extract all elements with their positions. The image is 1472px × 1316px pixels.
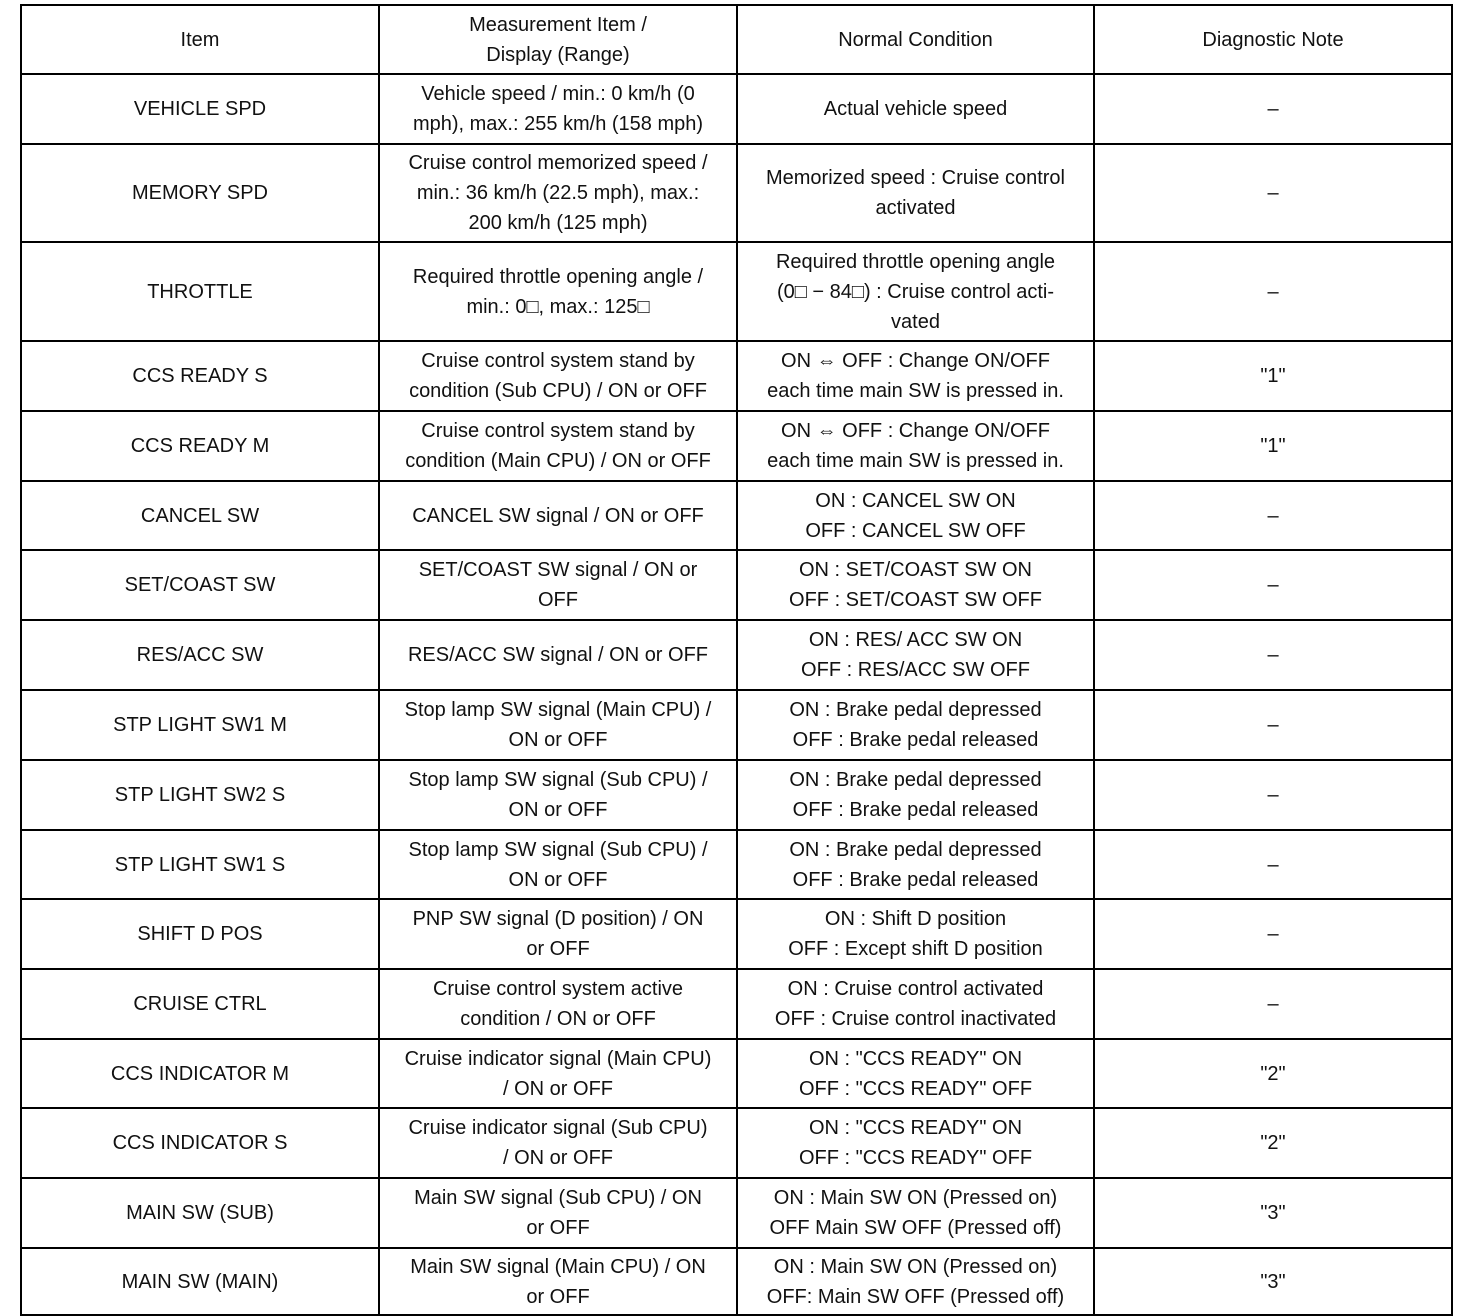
normal-condition-cell: ON : RES/ ACC SW ON OFF : RES/ACC SW OFF [737,620,1094,690]
measurement-cell: Cruise indicator signal (Sub CPU) / ON or OFF [379,1108,737,1178]
table-row [21,550,1452,620]
diagnostic-note-cell: – [1094,760,1452,830]
measurement-cell: Cruise control system stand by condition (Main CPU) / ON or OFF [379,411,737,481]
normal-condition-cell: ON : Shift D position OFF : Except shift D position [737,899,1094,969]
table-row [21,74,1452,144]
diagnostic-note-cell: "3" [1094,1178,1452,1248]
item-cell: SET/COAST SW [21,550,379,620]
measurement-cell: Stop lamp SW signal (Sub CPU) / ON or OFF [379,830,737,899]
header-row [21,5,1452,74]
diagnostic-note-cell: – [1094,144,1452,242]
item-cell: CCS READY S [21,341,379,411]
diagnostic-note-cell: "3" [1094,1248,1452,1315]
item-cell: MEMORY SPD [21,144,379,242]
normal-condition-cell: ON : Brake pedal depressed OFF : Brake pedal released [737,760,1094,830]
measurement-cell: Cruise control system active condition / ON or OFF [379,969,737,1039]
diagnostic-note-cell: "2" [1094,1039,1452,1108]
measurement-cell: Main SW signal (Sub CPU) / ON or OFF [379,1178,737,1248]
table-row [21,144,1452,242]
table-row [21,690,1452,760]
measurement-cell: Required throttle opening angle / min.: 0□, max.: 125□ [379,242,737,341]
table-row [21,1108,1452,1178]
item-cell: STP LIGHT SW1 M [21,690,379,760]
item-cell: STP LIGHT SW1 S [21,830,379,899]
normal-condition-cell: ON : Brake pedal depressed OFF : Brake pedal released [737,830,1094,899]
diagnostic-note-cell: – [1094,481,1452,550]
header-measurement: Measurement Item / Display (Range) [379,5,737,74]
item-cell: THROTTLE [21,242,379,341]
table-row [21,411,1452,481]
item-cell: CANCEL SW [21,481,379,550]
measurement-cell: SET/COAST SW signal / ON or OFF [379,550,737,620]
item-cell: STP LIGHT SW2 S [21,760,379,830]
diagnostic-note-cell: – [1094,620,1452,690]
diagnostic-note-cell: – [1094,550,1452,620]
diagnostic-note-cell: – [1094,690,1452,760]
measurement-cell: Main SW signal (Main CPU) / ON or OFF [379,1248,737,1315]
measurement-cell: Vehicle speed / min.: 0 km/h (0 mph), max.: 255 km/h (158 mph) [379,74,737,144]
header-normal-condition: Normal Condition [737,5,1094,74]
normal-condition-cell: Memorized speed : Cruise control activated [737,144,1094,242]
item-cell: VEHICLE SPD [21,74,379,144]
diagnostic-note-cell: – [1094,899,1452,969]
diagnostic-note-cell: – [1094,242,1452,341]
table-row [21,899,1452,969]
measurement-cell: Stop lamp SW signal (Main CPU) / ON or OFF [379,690,737,760]
item-cell: CRUISE CTRL [21,969,379,1039]
table-row [21,830,1452,899]
item-cell: MAIN SW (SUB) [21,1178,379,1248]
diagnostic-note-cell: – [1094,74,1452,144]
item-cell: SHIFT D POS [21,899,379,969]
normal-condition-cell: ON : SET/COAST SW ON OFF : SET/COAST SW OFF [737,550,1094,620]
measurement-cell: Cruise control system stand by condition (Sub CPU) / ON or OFF [379,341,737,411]
item-cell: CCS READY M [21,411,379,481]
diagnostic-note-cell: "1" [1094,341,1452,411]
normal-condition-cell: ON : "CCS READY" ON OFF : "CCS READY" OFF [737,1108,1094,1178]
header-diagnostic-note: Diagnostic Note [1094,5,1452,74]
table-row [21,1178,1452,1248]
table-row [21,1248,1452,1315]
diagnostic-note-cell: – [1094,969,1452,1039]
diagnostic-note-cell: "1" [1094,411,1452,481]
normal-condition-cell: Required throttle opening angle (0□ − 84□) : Cruise control acti- vated [737,242,1094,341]
data-monitor-table [20,4,1453,1316]
table-row [21,341,1452,411]
measurement-cell: Stop lamp SW signal (Sub CPU) / ON or OFF [379,760,737,830]
normal-condition-cell: ON : Main SW ON (Pressed on) OFF: Main SW OFF (Pressed off) [737,1248,1094,1315]
table-row [21,760,1452,830]
diagnostic-note-cell: – [1094,830,1452,899]
normal-condition-cell: ON : CANCEL SW ON OFF : CANCEL SW OFF [737,481,1094,550]
header-item: Item [21,5,379,74]
item-cell: CCS INDICATOR S [21,1108,379,1178]
normal-condition-cell: ON ⇔ OFF : Change ON/OFF each time main SW is pressed in. [737,411,1094,481]
normal-condition-cell: ON : Cruise control activated OFF : Cruise control inactivated [737,969,1094,1039]
item-cell: CCS INDICATOR M [21,1039,379,1108]
measurement-cell: RES/ACC SW signal / ON or OFF [379,620,737,690]
measurement-cell: PNP SW signal (D position) / ON or OFF [379,899,737,969]
normal-condition-cell: ON : Brake pedal depressed OFF : Brake pedal released [737,690,1094,760]
diagnostic-note-cell: "2" [1094,1108,1452,1178]
normal-condition-cell: Actual vehicle speed [737,74,1094,144]
measurement-cell: Cruise indicator signal (Main CPU) / ON or OFF [379,1039,737,1108]
table-row [21,620,1452,690]
normal-condition-cell: ON ⇔ OFF : Change ON/OFF each time main SW is pressed in. [737,341,1094,411]
measurement-cell: CANCEL SW signal / ON or OFF [379,481,737,550]
table-row [21,242,1452,341]
measurement-cell: Cruise control memorized speed / min.: 36 km/h (22.5 mph), max.: 200 km/h (125 mph) [379,144,737,242]
table-row [21,969,1452,1039]
table-row [21,481,1452,550]
normal-condition-cell: ON : "CCS READY" ON OFF : "CCS READY" OFF [737,1039,1094,1108]
table-row [21,1039,1452,1108]
item-cell: RES/ACC SW [21,620,379,690]
item-cell: MAIN SW (MAIN) [21,1248,379,1315]
normal-condition-cell: ON : Main SW ON (Pressed on) OFF Main SW OFF (Pressed off) [737,1178,1094,1248]
